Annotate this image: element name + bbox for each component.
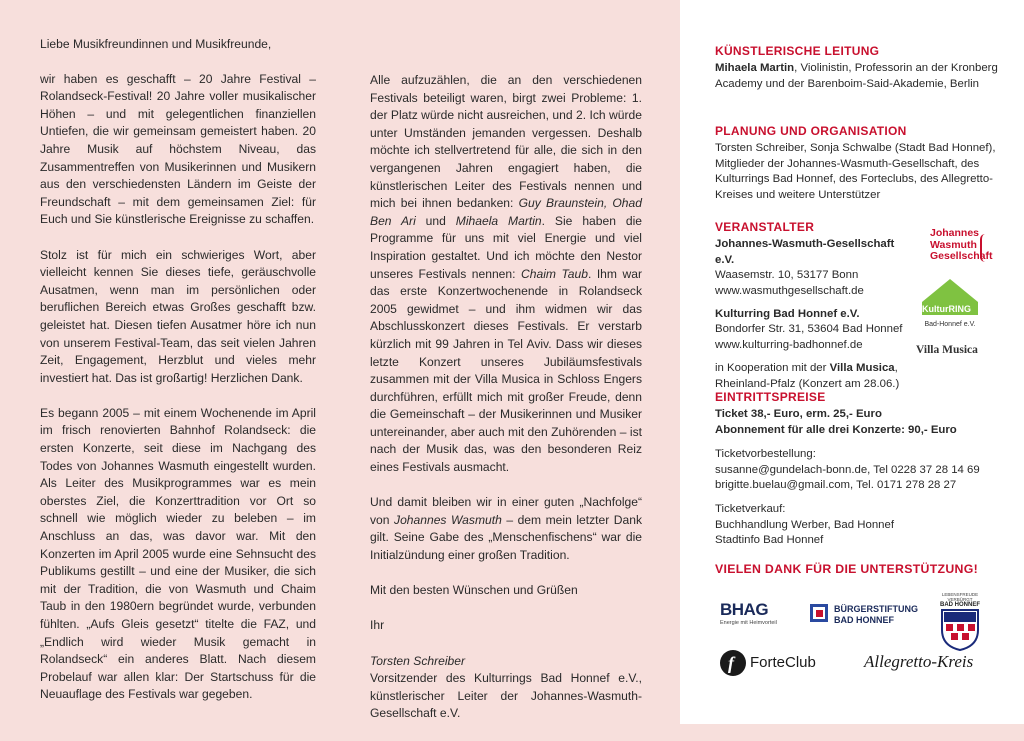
org2-website[interactable]: www.kulturring-badhonnef.de [715, 338, 863, 351]
letter-column-1 [40, 36, 316, 722]
bestellung-contact-2[interactable]: brigitte.buelau@gmail.com, Tel. 0171 278 28 27 [715, 479, 957, 492]
heading-planung: PLANUNG UND ORGANISATION [715, 124, 907, 138]
artist-name: Mihaela Martin [455, 213, 542, 228]
verkauf-location-2: Stadtinfo Bad Honnef [715, 534, 824, 547]
bhag-logo: BHAG Energie mit Heimvorteil [720, 600, 777, 626]
closing: Mit den besten Wünschen und Grüßen [370, 583, 578, 598]
artist-names: Guy Braunstein, Ohad Ben Ari [370, 196, 642, 228]
kulturring-logo: KulturRING Bad-Honnef e.V. [920, 278, 980, 338]
nestor-name: Chaim Taub [521, 266, 588, 281]
letter-paragraph: Alle aufzuzählen, die an den verschiedenen Festivals beteiligt waren, birgt zwei Probleme: 1. der Platz würde nicht ausreichen, und 2. Ich würde unter Umständen jemanden vergessen. Deshalb möchte ich stellvertretend für alle, die sich in den vergangenen Jahren engagiert haben, die künstlerischen Leiter des Festivals nennen und mich bei ihnen bedanken: Guy Braunstein, Ohad Ben Ari und Mihaela Martin. Sie haben die Programme für uns mit viel Energie und viel Inspiration gestaltet. Und ich möchte den Nestor unseres Festivals nennen: Chaim Taub. Ihm war das erste Konzertwochenende in Rolandseck 2005 gewidmet – und ihm widmen wir das Abschlusskonzert dieses Festivals. Er verstarb kürzlich mit 99 Jahren in Tel Aviv. Dass wir dieses letzte Konzert unseres Jubiläumsfestivals zusammen mit der Villa Musica in Schloss Engers durchführen, erfüllt mich mit großer Freude, denn die Gemeinschaft – der Musikerinnen und Musiker untereinander, aber auch mit den Zuhörenden – ist nach der Musik das, was den besonderen Reiz eines Festivals ausmacht. [370, 73, 642, 475]
verkauf-label: Ticketverkauf: [715, 503, 786, 516]
section-dank [715, 562, 1000, 579]
heading-eintritt: EINTRITTSPREISE [715, 390, 826, 404]
forteclub-f-icon: f [720, 650, 746, 676]
org1-address: Waasemstr. 10, 53177 Bonn [715, 269, 859, 282]
greeting: Liebe Musikfreundinnen und Musikfreunde, [40, 37, 272, 51]
ticket-price: Ticket 38,- Euro, erm. 25,- Euro [715, 408, 882, 421]
abo-price: Abonnement für alle drei Konzerte: 90,- Euro [715, 423, 957, 436]
signature-title: Vorsitzender des Kulturrings Bad Honnef e.V., künstlerischer Leiter der Johannes-Wasmuth-Gesellschaft e.V. [370, 671, 642, 721]
letter-paragraph: wir haben es geschafft – 20 Jahre Festival – Rolandseck-Festival! 20 Jahre voller musikalischer Höhen – und mit gelegentlichen finanziellen Untiefen, die wir gemeinsam gemeistert haben. 20 Jahre Musik auf höchstem Niveau, das Zusammentreffen von Musikerinnen und Musikern aus den verschiedensten Ländern im Geiste der Freundschaft – mit dem gemeinsamen Ziel: für Euch und Sie künstlerische Ereignisse zu schaffen. [40, 71, 316, 227]
heading-veranstalter: VERANSTALTER [715, 220, 815, 234]
planung-text: Torsten Schreiber, Sonja Schwalbe (Stadt Bad Honnef), Mitglieder der Johannes-Wasmuth-Gesellschaft, des Kulturrings Bad Honnef, des Forteclubs, des Allegretto-Kreises und weitere Unterstützer [715, 142, 996, 201]
buergerstiftung-logo: BÜRGERSTIFTUNG BAD HONNEF [810, 602, 910, 630]
section-planung [715, 124, 1000, 203]
heading-dank: VIELEN DANK FÜR DIE UNTERSTÜTZUNG! [715, 562, 978, 576]
signature-name: Torsten Schreiber [370, 653, 466, 668]
letter-paragraph: Es begann 2005 – mit einem Wochenende im April im frisch renovierten Bahnhof Rolandseck: die ersten Konzerte, seit diese im Nachgang des Todes von Johannes Wasmuth eingestellt wurden. Als Leiter des Musikprogrammes war es mein oberstes Ziel, die Konzerttradition vor Ort so schnell wie möglich wieder zu beleben – im Anschluss an das, was davor war. Mit den Konzerten im April 2005 wurde eine Sehnsucht des Publikums gestillt – und eine der Musiker, die sich mit der Tradition, die von Wasmuth und Chaim Taub in den 1980ern begründet wurde, verbunden fühlten. „Aufs Gleis gesetzt“ titelte die FAZ, und „Endlich wird wieder Musik gemacht in Rolandseck“ ein anderes Blatt. Nach diesem Probelauf war allen klar: Der Startschuss für die Neuauflage des Festivals war gegeben. [40, 405, 316, 702]
verkauf-location-1: Buchhandlung Werber, Bad Honnef [715, 518, 895, 531]
letter-paragraph: Und damit bleiben wir in einer guten „Nachfolge“ von Johannes Wasmuth – dem mein letzter Dank gilt. Seine Gabe des „Menschenfischens“ war die Initialzündung einer großen Tradition. [370, 495, 642, 563]
heading-leitung: KÜNSTLERISCHE LEITUNG [715, 44, 880, 58]
bestellung-contact-1[interactable]: susanne@gundelach-bonn.de, Tel 0228 37 28 14 69 [715, 463, 980, 476]
allegretto-kreis-logo: Allegretto-Kreis [864, 652, 974, 671]
letter-column-2 [370, 72, 642, 741]
cooperation-text: in Kooperation mit der Villa Musica, Rheinland-Pfalz (Konzert am 28.06.) [715, 362, 900, 390]
bad-honnef-wappen-logo: LEBENSFREUDE VERBÜRGT BAD HONNEF [932, 592, 988, 652]
leitung-name: Mihaela Martin [715, 62, 795, 75]
coat-of-arms-icon [940, 608, 980, 652]
org1-website[interactable]: www.wasmuthgesellschaft.de [715, 284, 864, 297]
wasmuth-name: Johannes Wasmuth [394, 512, 502, 527]
org2-address: Bondorfer Str. 31, 53604 Bad Honnef [715, 323, 903, 336]
buergerstiftung-square-icon [810, 604, 828, 622]
section-veranstalter [715, 220, 915, 392]
info-sidebar [680, 0, 1024, 724]
bestellung-label: Ticketvorbestellung: [715, 448, 816, 461]
section-eintritt [715, 390, 1000, 549]
forteclub-logo: f ForteClub [720, 650, 830, 680]
ihr: Ihr [370, 618, 385, 633]
wasmuth-logo: Johannes Wasmuth Gesellschaft [930, 227, 993, 262]
org2-name: Kulturring Bad Honnef e.V. [715, 308, 860, 321]
villa-musica-logo: Villa Musica [916, 344, 978, 356]
org1-name: Johannes-Wasmuth-Gesellschaft e.V. [715, 238, 895, 266]
letter-paragraph: Stolz ist für mich ein schwieriges Wort, aber vielleicht kennen Sie dieses tiefe, geräuschvolle Ausatmen, wenn man im persönlichen oder beruflichen Bereich etwas Großes geschafft bzw. geleistet hat. Diesen tiefen Ausatmer höre ich nun von unserem Festival-Team, das seit vielen Jahren Zeit, Engagement, Herzblut und vieles mehr investiert hat. Das ist großartig! Herzlichen Dank. [40, 247, 316, 385]
section-leitung: KÜNSTLERISCHE LEITUNG Mihaela Martin, Violinistin, Professorin an der Kronberg Academy und der Barenboim-Said-Akademie, Berlin [715, 44, 1000, 92]
